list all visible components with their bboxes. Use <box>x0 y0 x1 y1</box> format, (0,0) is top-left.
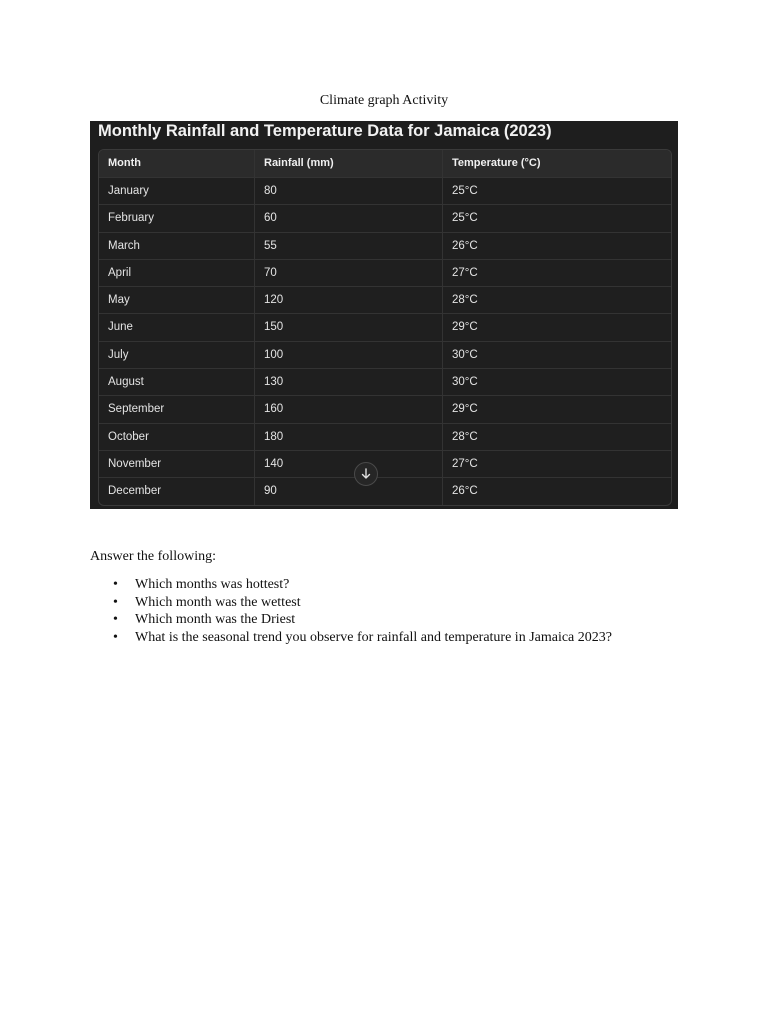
list-item <box>90 576 612 594</box>
table-row <box>99 341 671 368</box>
list-item <box>90 594 612 612</box>
cell-rainfall: 180 <box>255 424 443 450</box>
cell-rainfall: 80 <box>255 178 443 204</box>
cell-temperature: 29°C <box>452 403 478 416</box>
table-row <box>99 204 671 231</box>
cell-month: November <box>99 451 255 477</box>
answer-heading: Answer the following: <box>90 549 216 564</box>
cell-month: October <box>99 424 255 450</box>
cell-rainfall: 140 <box>255 451 443 477</box>
data-table <box>98 149 672 506</box>
cell-temperature: 29°C <box>452 321 478 334</box>
table-row <box>99 313 671 340</box>
cell-month: September <box>99 396 255 422</box>
cell-rainfall: 55 <box>255 233 443 259</box>
table-row <box>99 232 671 259</box>
table-row <box>99 477 671 504</box>
cell-rainfall: 90 <box>255 478 443 504</box>
cell-rainfall: 120 <box>255 287 443 313</box>
cell-month: May <box>99 287 255 313</box>
document-title: Climate graph Activity <box>319 93 449 108</box>
cell-rainfall: 100 <box>255 342 443 368</box>
cell-temperature: 30°C <box>452 376 478 389</box>
bullet: • <box>113 612 118 627</box>
cell-temperature: 26°C <box>452 485 478 498</box>
cell-rainfall: 160 <box>255 396 443 422</box>
bullet: • <box>113 577 118 592</box>
cell-month: June <box>99 314 255 340</box>
arrow-down-icon <box>360 468 372 480</box>
table-row <box>99 395 671 422</box>
embedded-table-screenshot <box>90 121 678 509</box>
table-row <box>99 259 671 286</box>
question-text: Which month was the wettest <box>135 594 301 610</box>
cell-month: February <box>99 205 255 231</box>
column-header-temperature: Temperature (°C) <box>452 157 541 169</box>
table-row <box>99 177 671 204</box>
table-header-row <box>99 150 671 177</box>
table-row <box>99 423 671 450</box>
cell-month: July <box>99 342 255 368</box>
table-row <box>99 450 671 477</box>
table-row <box>99 286 671 313</box>
column-header-month: Month <box>99 150 255 177</box>
cell-temperature: 28°C <box>452 294 478 307</box>
question-text: Which month was the Driest <box>135 612 296 627</box>
cell-temperature: 30°C <box>452 348 478 361</box>
list-item <box>90 629 612 647</box>
cell-month: August <box>99 369 255 395</box>
question-text: What is the seasonal trend you observe for rainfall and temperature in Jamaica 2023? <box>135 629 612 645</box>
cell-temperature: 27°C <box>452 457 478 470</box>
cell-temperature: 28°C <box>452 430 478 443</box>
cell-temperature: 25°C <box>452 212 478 225</box>
cell-month: March <box>99 233 255 259</box>
cell-rainfall: 70 <box>255 260 443 286</box>
question-text: Which months was hottest? <box>135 577 290 592</box>
table-heading: Monthly Rainfall and Temperature Data for Jamaica (2023) <box>98 122 552 140</box>
question-list <box>90 576 612 646</box>
table-body <box>99 177 671 505</box>
cell-temperature: 25°C <box>452 185 478 197</box>
table-row <box>99 368 671 395</box>
cell-month: April <box>99 260 255 286</box>
cell-rainfall: 60 <box>255 205 443 231</box>
cell-temperature: 26°C <box>452 239 478 252</box>
cell-temperature: 27°C <box>452 266 478 279</box>
scroll-down-button[interactable] <box>354 462 378 486</box>
column-header-rainfall: Rainfall (mm) <box>255 150 443 177</box>
list-item <box>90 611 612 629</box>
cell-month: December <box>99 478 255 504</box>
cell-rainfall: 150 <box>255 314 443 340</box>
bullet: • <box>113 594 118 610</box>
cell-month: January <box>99 178 255 204</box>
cell-rainfall: 130 <box>255 369 443 395</box>
bullet: • <box>113 629 118 645</box>
